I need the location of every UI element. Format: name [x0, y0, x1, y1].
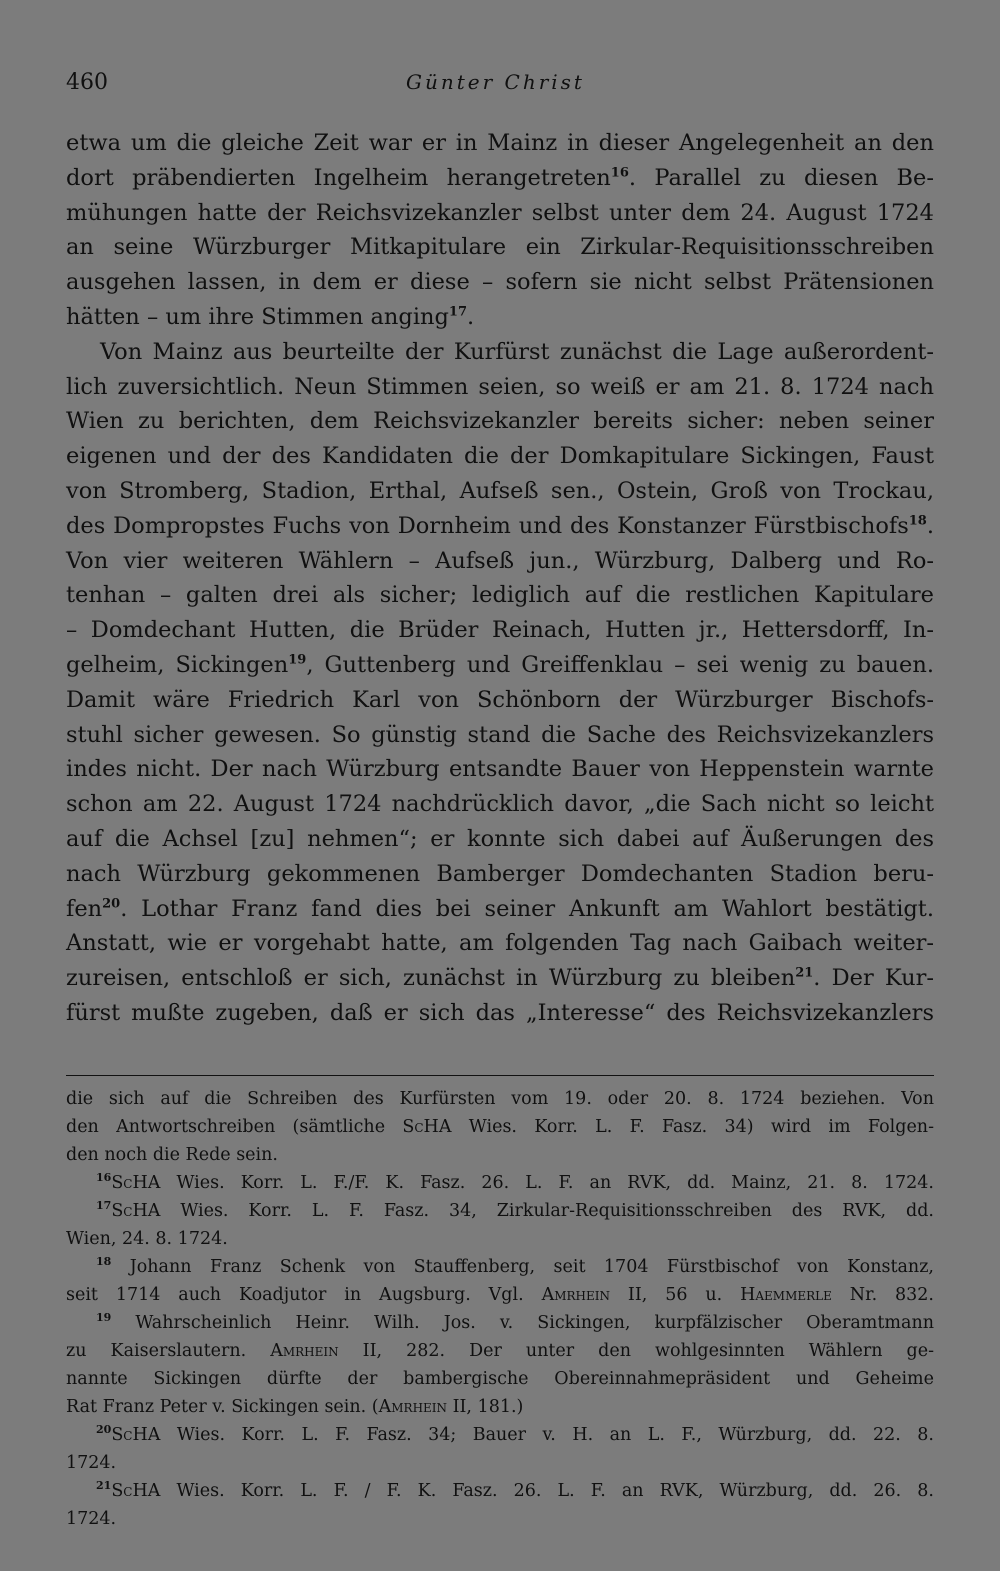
line-text: Rat Franz Peter v. Sickingen sein. (: [66, 1397, 379, 1417]
running-title: Günter Christ: [406, 70, 585, 94]
line-text: nannte Sickingen dürfte der bambergische Obereinnahmepräsident und Geheime: [66, 1369, 934, 1389]
footnote-marker: 21: [795, 965, 814, 981]
line-text: 1724.: [66, 1453, 117, 1473]
text-line: [66, 544, 934, 579]
line-text: II, 56 u.: [610, 1285, 741, 1305]
line-text: ausgehen lassen, in dem er diese – sofern sie nicht selbst Prätensionen: [66, 269, 934, 296]
footnote-line: [66, 1337, 934, 1365]
line-text: II, 181.): [447, 1397, 524, 1417]
line-text: Wies. Korr. L. F. Fasz. 34) wird im Folgen-: [451, 1117, 934, 1137]
footnote-line: [66, 1085, 934, 1113]
text-line: [66, 961, 934, 996]
text-line: [66, 613, 934, 648]
line-text: den Antwortschreiben (sämtliche: [66, 1117, 403, 1137]
text-line: [66, 126, 934, 161]
text-line: [66, 718, 934, 753]
footnote-marker: 18: [908, 513, 927, 529]
text-line: [66, 787, 934, 822]
text-line: [66, 196, 934, 231]
small-caps-text: Amrhein: [378, 1397, 448, 1417]
text-line: [66, 439, 934, 474]
line-text: Wies. Korr. L. F. Fasz. 34; Bauer v. H. an L. F., Würzburg, dd. 22. 8.: [160, 1425, 934, 1445]
footnote-rule: [66, 1075, 934, 1076]
text-line: [66, 996, 934, 1031]
small-caps-text: ScHA: [111, 1173, 161, 1193]
line-text: Nr. 832.: [831, 1285, 934, 1305]
footnote-line: [66, 1253, 934, 1281]
line-text: Wies. Korr. L. F. Fasz. 34, Zirkular-Requisitionsschreiben des RVK, dd.: [160, 1201, 934, 1221]
line-text: auf die Achsel [zu] nehmen“; er konnte sich dabei auf Äußerungen des: [66, 825, 934, 852]
footnote-line: [66, 1197, 934, 1225]
line-text: . Lothar Franz fand dies bei seiner Ankunft am Wahlort bestätigt.: [120, 895, 934, 922]
line-text: tenhan – galten drei als sicher; lediglich auf die restlichen Kapitulare: [66, 582, 934, 609]
text-line: [66, 648, 934, 683]
line-text: Von vier weiteren Wählern – Aufseß jun., Würzburg, Dalberg und Ro-: [66, 547, 934, 574]
footnote-line: [66, 1309, 934, 1337]
text-line: [66, 857, 934, 892]
small-caps-text: ScHA: [111, 1425, 161, 1445]
footnote-marker: 19: [96, 1311, 112, 1325]
line-text: . Der Kur-: [813, 965, 934, 992]
text-line: [66, 370, 934, 405]
footnote-marker: 20: [96, 1423, 112, 1437]
text-line: [66, 335, 934, 370]
line-text: des Dompropstes Fuchs von Dornheim und des Konstanzer Fürstbischofs: [66, 512, 909, 539]
footnote-line: [66, 1449, 934, 1477]
footnotes: [66, 1085, 934, 1533]
text-line: [66, 230, 934, 265]
line-text: – Domdechant Hutten, die Brüder Reinach, Hutten jr., Hettersdorff, In-: [66, 617, 934, 644]
small-caps-text: Amrhein: [541, 1285, 610, 1305]
footnote-line: [66, 1393, 934, 1421]
line-text: . Parallel zu diesen Be-: [628, 164, 934, 191]
footnote-marker: 18: [96, 1255, 112, 1269]
footnote-line: [66, 1169, 934, 1197]
line-text: Wien zu berichten, dem Reichsvizekanzler bereits sicher: neben seiner: [66, 408, 934, 435]
line-text: an seine Würzburger Mitkapitulare ein Zirkular-Requisitionsschreiben: [66, 234, 934, 261]
small-caps-text: ScHA: [111, 1201, 161, 1221]
line-text: II, 282. Der unter den wohlgesinnten Wählern ge-: [338, 1341, 935, 1361]
page-number: 460: [66, 70, 108, 95]
footnote-line: [66, 1505, 934, 1533]
text-line: [66, 892, 934, 927]
text-line: [66, 926, 934, 961]
line-text: Wien, 24. 8. 1724.: [66, 1229, 228, 1249]
footnote-marker: 17: [96, 1199, 112, 1213]
footnote-marker: 20: [102, 896, 121, 912]
text-line: [66, 683, 934, 718]
line-text: Damit wäre Friedrich Karl von Schönborn der Würzburger Bischofs-: [66, 686, 934, 713]
line-text: mühungen hatte der Reichsvizekanzler selbst unter dem 24. August 1724: [66, 199, 934, 226]
text-line: [66, 822, 934, 857]
footnote-line: [66, 1421, 934, 1449]
line-text: .: [926, 512, 934, 539]
line-text: eigenen und der des Kandidaten die der Domkapitulare Sickingen, Faust: [66, 443, 934, 470]
line-text: Wies. Korr. L. F. / F. K. Fasz. 26. L. F. an RVK, Würzburg, dd. 26. 8.: [160, 1481, 934, 1501]
line-text: lich zuversichtlich. Neun Stimmen seien, so weiß er am 21. 8. 1724 nach: [66, 373, 934, 400]
line-text: schon am 22. August 1724 nachdrücklich davor, „die Sach nicht so leicht: [66, 791, 934, 818]
footnote-line: [66, 1281, 934, 1309]
line-text: Johann Franz Schenk von Stauffenberg, seit 1704 Fürstbischof von Konstanz,: [111, 1257, 934, 1277]
small-caps-text: ScHA: [111, 1481, 161, 1501]
body-text: [66, 126, 934, 1031]
text-line: [66, 404, 934, 439]
text-line: [66, 474, 934, 509]
running-head: [66, 70, 934, 102]
footnote-marker: 16: [610, 165, 629, 181]
text-line: [66, 509, 934, 544]
footnote-line: [66, 1113, 934, 1141]
footnote-line: [66, 1365, 934, 1393]
line-text: fen: [66, 895, 103, 922]
footnote-marker: 16: [96, 1171, 112, 1185]
line-text: dort präbendierten Ingelheim herangetreten: [66, 164, 611, 191]
line-text: nach Würzburg gekommenen Bamberger Domdechanten Stadion beru-: [66, 860, 934, 887]
text-line: [66, 752, 934, 787]
text-line: [66, 265, 934, 300]
footnote-line: [66, 1225, 934, 1253]
line-text: indes nicht. Der nach Würzburg entsandte Bauer von Heppenstein warnte: [66, 756, 934, 783]
text-line: [66, 300, 934, 335]
line-text: die sich auf die Schreiben des Kurfürsten vom 19. oder 20. 8. 1724 beziehen. Von: [66, 1089, 934, 1109]
footnote-marker: 21: [96, 1479, 112, 1493]
line-text: Wahrscheinlich Heinr. Wilh. Jos. v. Sickingen, kurpfälzischer Oberamtmann: [111, 1313, 934, 1333]
line-text: gelheim, Sickingen: [66, 651, 289, 678]
line-text: zu Kaiserslautern.: [66, 1341, 271, 1361]
footnote-marker: 17: [448, 304, 468, 320]
small-caps-text: ScHA: [402, 1117, 452, 1137]
line-text: von Stromberg, Stadion, Erthal, Aufseß sen., Ostein, Groß von Trockau,: [66, 477, 934, 504]
text-line: [66, 161, 934, 196]
text-line: [66, 578, 934, 613]
small-caps-text: Amrhein: [270, 1341, 339, 1361]
line-text: seit 1714 auch Koadjutor in Augsburg. Vgl.: [66, 1285, 542, 1305]
line-text: , Guttenberg und Greiffenklau – sei wenig zu bauen.: [306, 651, 934, 678]
line-text: zureisen, entschloß er sich, zunächst in Würzburg zu bleiben: [66, 965, 796, 992]
line-text: Wies. Korr. L. F./F. K. Fasz. 26. L. F. an RVK, dd. Mainz, 21. 8. 1724.: [160, 1173, 934, 1193]
line-text: Anstatt, wie er vorgehabt hatte, am folgenden Tag nach Gaibach weiter-: [66, 930, 934, 957]
line-text: 1724.: [66, 1509, 117, 1529]
footnote-marker: 19: [288, 652, 307, 668]
footnote-line: [66, 1477, 934, 1505]
footnote-line: [66, 1141, 934, 1169]
line-text: Von Mainz aus beurteilte der Kurfürst zunächst die Lage außerordent-: [100, 338, 934, 365]
line-text: .: [467, 303, 475, 330]
line-text: den noch die Rede sein.: [66, 1145, 278, 1165]
line-text: etwa um die gleiche Zeit war er in Mainz in dieser Angelegenheit an den: [66, 130, 934, 156]
line-text: fürst mußte zugeben, daß er sich das „Interesse“ des Reichsvizekanzlers: [66, 999, 934, 1026]
line-text: stuhl sicher gewesen. So günstig stand die Sache des Reichsvizekanzlers: [66, 721, 934, 748]
small-caps-text: Haemmerle: [740, 1285, 832, 1305]
line-text: hätten – um ihre Stimmen anging: [66, 303, 449, 330]
